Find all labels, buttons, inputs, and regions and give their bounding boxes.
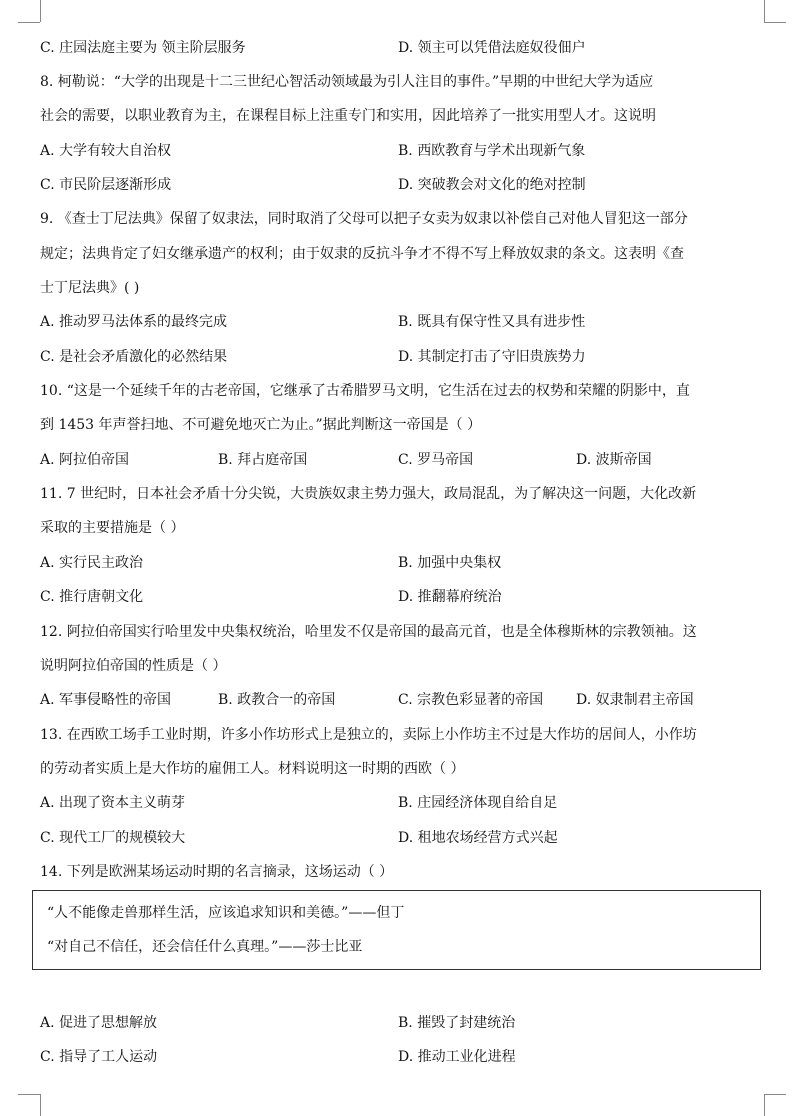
q13-option-d: D. 租地农场经营方式兴起: [398, 830, 558, 846]
q10-stem-line-2: 到 1453 年声誉扫地、不可避免地灭亡为止。”据此判断这一帝国是（ ）: [40, 417, 482, 433]
q12-option-b: B. 政教合一的帝国: [218, 692, 336, 708]
q9-stem-line-3: 士丁尼法典》( ): [40, 280, 140, 296]
q9-option-b: B. 既具有保守性又具有进步性: [398, 314, 586, 330]
q14-quote-shakespeare: “对自己不信任，还会信任什么真理。”——莎士比亚: [47, 939, 363, 955]
crop-mark-top-left-h: [18, 22, 40, 23]
crop-mark-bottom-left-v: [40, 1094, 41, 1116]
q12-stem-line-1: 12. 阿拉伯帝国实行哈里发中央集权统治，哈里发不仅是帝国的最高元首，也是全体穆斯林的宗教领袖。这: [40, 624, 697, 640]
q8-option-b: B. 西欧教育与学术出现新气象: [398, 143, 586, 159]
q13-option-a: A. 出现了资本主义萌芽: [40, 795, 186, 811]
q8-option-d: D. 突破教会对文化的绝对控制: [398, 177, 586, 193]
q11-option-a: A. 实行民主政治: [40, 555, 144, 571]
q9-option-c: C. 是社会矛盾激化的必然结果: [40, 349, 228, 365]
q14-option-c: C. 指导了工人运动: [40, 1049, 158, 1065]
crop-mark-bottom-right-v: [764, 1094, 765, 1116]
q9-option-a: A. 推动罗马法体系的最终完成: [40, 314, 228, 330]
q8-option-c: C. 市民阶层逐渐形成: [40, 177, 172, 193]
q14-quote-dante: “人不能像走兽那样生活，应该追求知识和美德。”——但丁: [47, 905, 405, 921]
q14-option-d: D. 推动工业化进程: [398, 1049, 516, 1065]
crop-mark-bottom-left-h: [18, 1094, 40, 1095]
q9-option-d: D. 其制定打击了守旧贵族势力: [398, 349, 586, 365]
crop-mark-top-right-v: [764, 0, 765, 22]
q8-option-a: A. 大学有较大自治权: [40, 143, 172, 159]
q7-option-c: C. 庄园法庭主要为 领主阶层服务: [40, 40, 246, 56]
q9-stem-line-2: 规定；法典肯定了妇女继承遗产的权利；由于奴隶的反抗斗争才不得不写上释放奴隶的条文。这表明《查: [40, 246, 684, 262]
q14-option-b: B. 摧毁了封建统治: [398, 1015, 516, 1031]
q12-option-c: C. 宗教色彩显著的帝国: [398, 692, 544, 708]
q11-option-d: D. 推翻幕府统治: [398, 589, 502, 605]
q12-option-a: A. 军事侵略性的帝国: [40, 692, 172, 708]
q8-stem-line-2: 社会的需要，以职业教育为主，在课程目标上注重专门和实用，因此培养了一批实用型人才。这说明: [40, 108, 656, 124]
q10-option-d: D. 波斯帝国: [576, 452, 652, 468]
q10-option-a: A. 阿拉伯帝国: [40, 452, 130, 468]
q11-option-c: C. 推行唐朝文化: [40, 589, 144, 605]
q12-stem-line-2: 说明阿拉伯帝国的性质是（ ）: [40, 658, 227, 674]
crop-mark-top-left-v: [40, 0, 41, 22]
q14-option-a: A. 促进了思想解放: [40, 1015, 158, 1031]
q9-stem-line-1: 9. 《查士丁尼法典》保留了奴隶法，同时取消了父母可以把子女卖为奴隶以补偿自己对他人冒犯这一部分: [40, 211, 688, 227]
q11-stem-line-1: 11. 7 世纪时，日本社会矛盾十分尖锐，大贵族奴隶主势力强大，政局混乱，为了解决这一问题，大化改新: [40, 486, 697, 502]
q10-option-c: C. 罗马帝国: [398, 452, 474, 468]
q14-stem-line-1: 14. 下列是欧洲某场运动时期的名言摘录，这场运动（ ）: [40, 864, 394, 880]
q8-stem-line-1: 8. 柯勒说：“大学的出现是十二三世纪心智活动领域最为引人注目的事件。”早期的中世纪大学为适应: [40, 74, 654, 90]
q12-option-d: D. 奴隶制君主帝国: [576, 692, 694, 708]
crop-mark-top-right-h: [764, 22, 786, 23]
q13-stem-line-2: 的劳动者实质上是大作坊的雇佣工人。材料说明这一时期的西欧（ ）: [40, 761, 465, 777]
q10-stem-line-1: 10. “这是一个延续千年的古老帝国，它继承了古希腊罗马文明，它生活在过去的权势和荣耀的阴影中，直: [40, 383, 690, 399]
q13-stem-line-1: 13. 在西欧工场手工业时期，许多小作坊形式上是独立的，卖际上小作坊主不过是大作坊的居间人，小作坊: [40, 727, 697, 743]
q13-option-b: B. 庄园经济体现自给自足: [398, 795, 558, 811]
q13-option-c: C. 现代工厂的规模较大: [40, 830, 186, 846]
crop-mark-bottom-right-h: [764, 1094, 786, 1095]
q11-option-b: B. 加强中央集权: [398, 555, 502, 571]
q14-quote-box: [32, 890, 761, 970]
q7-option-d: D. 领主可以凭借法庭奴役佃户: [398, 40, 586, 56]
q11-stem-line-2: 采取的主要措施是（ ）: [40, 520, 185, 536]
q10-option-b: B. 拜占庭帝国: [218, 452, 308, 468]
